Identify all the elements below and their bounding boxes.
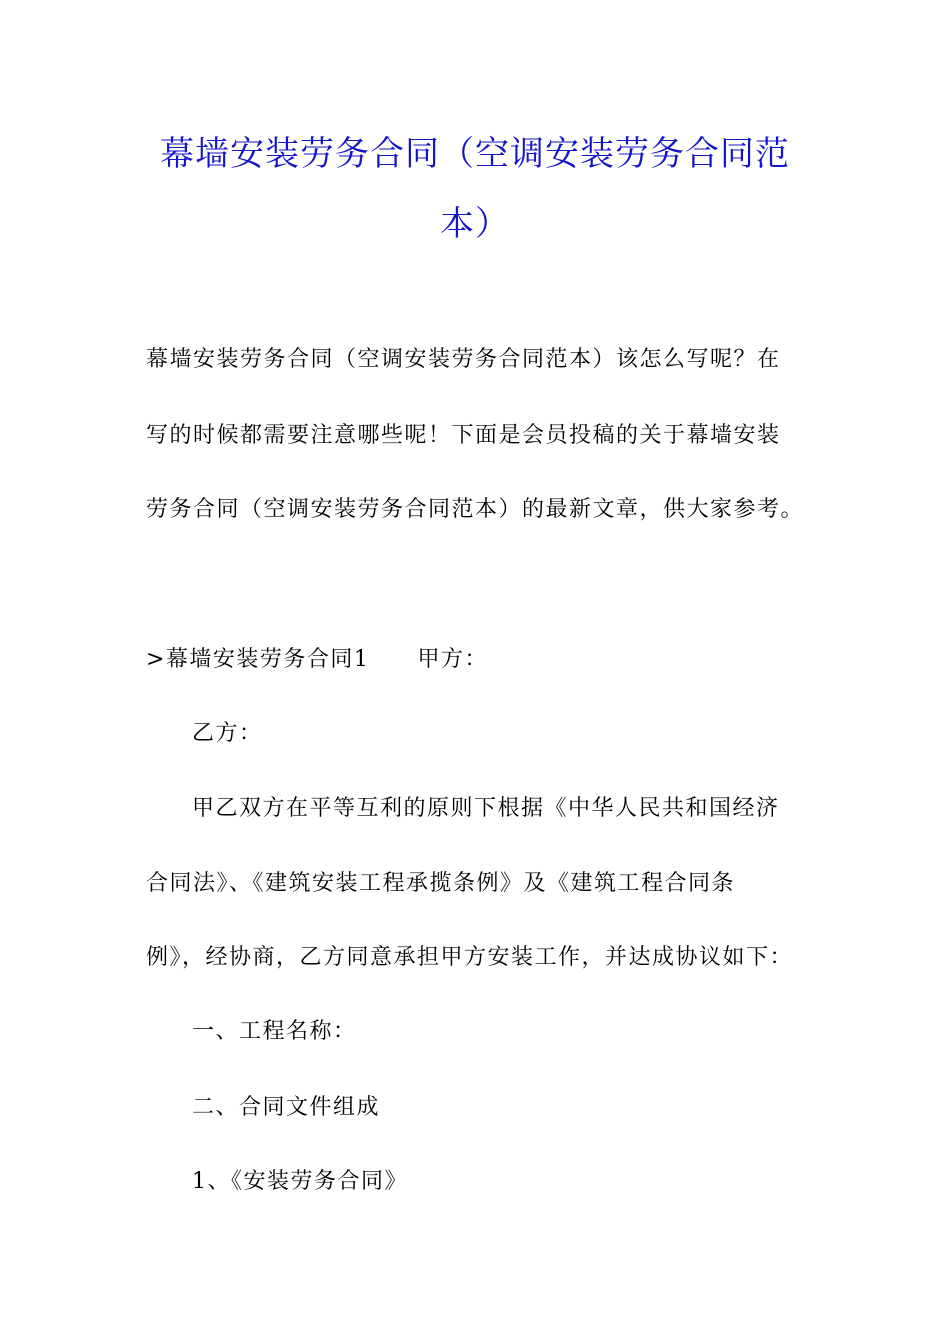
- document-title-line-1: 幕墙安装劳务合同（空调安装劳务合同范: [160, 134, 790, 174]
- party-b-label: 乙方：: [192, 721, 263, 746]
- document-title-line-2: 本）: [440, 204, 510, 244]
- section-heading-row: [146, 648, 488, 672]
- section-heading: >幕墙安装劳务合同1: [146, 647, 370, 672]
- body-paragraph-line-1: 甲乙双方在平等互利的原则下根据《中华人民共和国经济: [192, 796, 780, 821]
- clause-project-name: 一、工程名称：: [192, 1019, 357, 1044]
- body-paragraph-line-2: 合同法》、《建筑安装工程承揽条例》及《建筑工程合同条: [146, 871, 736, 896]
- intro-paragraph-line-3: 劳务合同（空调安装劳务合同范本）的最新文章，供大家参考。: [146, 497, 805, 522]
- intro-paragraph-line-1: 幕墙安装劳务合同（空调安装劳务合同范本）该怎么写呢？在: [146, 347, 781, 372]
- clause-contract-documents-item-1: 1、《安装劳务合同》: [192, 1169, 408, 1194]
- clause-contract-documents: 二、合同文件组成: [192, 1095, 381, 1120]
- party-a-label: 甲方：: [417, 647, 488, 672]
- intro-paragraph-line-2: 写的时候都需要注意哪些呢！下面是会员投稿的关于幕墙安装: [146, 423, 781, 448]
- body-paragraph-line-3: 例》，经协商，乙方同意承担甲方安装工作，并达成协议如下：: [146, 945, 794, 970]
